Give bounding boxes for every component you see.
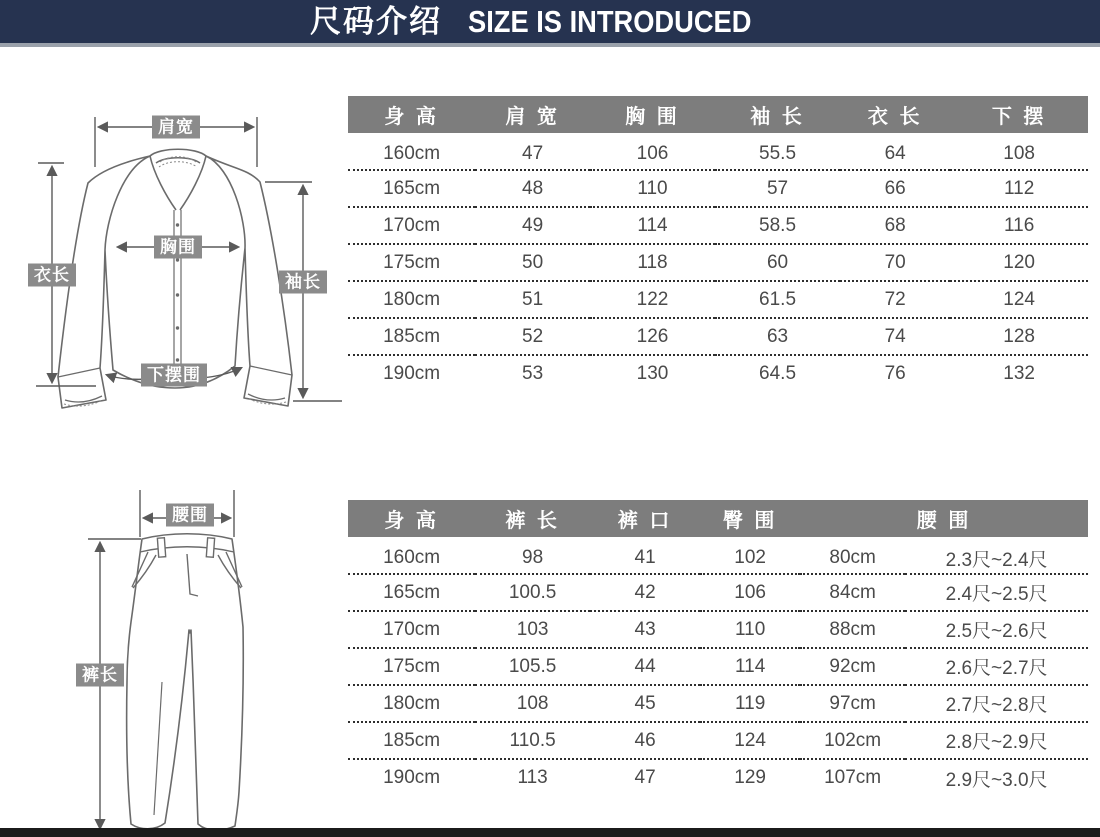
table-row [348,537,1088,574]
table-cell: 103 [516,618,549,640]
page-title-chinese: 尺码介绍 [309,4,442,39]
table-cell: 92cm [829,655,876,677]
table-cell: 72 [884,288,906,310]
header-divider [0,43,1100,47]
table-cell: 47 [634,767,656,788]
table-cell: 118 [637,251,668,273]
pants-size-table [348,500,1088,796]
hem-label: 下摆围 [141,364,207,387]
waist-label: 腰围 [166,504,214,527]
table-cell: 160cm [383,143,441,164]
table-cell: 98 [522,547,544,568]
chest-label: 胸围 [154,236,202,259]
table-cell: 185cm [383,729,441,751]
table-row [348,574,1088,611]
table-cell: 60 [766,251,789,273]
table-cell: 116 [1004,214,1035,236]
table-cell: 2.7尺~2.8尺 [945,695,1048,716]
table-cell: 43 [634,618,656,640]
table-cell: 190cm [383,767,441,788]
shirt-table-header-row [348,96,1088,133]
table-cell: 50 [522,251,544,273]
pants-line-drawing [10,482,350,834]
table-cell: 110 [637,177,668,199]
table-cell: 47 [522,143,544,164]
table-cell: 106 [636,143,669,164]
table-row [348,648,1088,685]
shoulder-width-label: 肩宽 [152,116,200,139]
col-header-pants-length: 裤 长 [475,500,590,537]
table-cell: 2.3尺~2.4尺 [945,549,1048,571]
table-cell: 2.4尺~2.5尺 [945,584,1048,605]
table-cell: 132 [1003,363,1035,384]
table-cell: 44 [634,655,656,677]
table-cell: 100.5 [508,581,557,603]
table-cell: 45 [634,692,656,714]
table-cell: 102cm [824,729,882,751]
table-cell: 165cm [383,177,441,199]
table-cell: 185cm [383,325,441,347]
col-header-height: 身 高 [348,500,475,537]
table-cell: 170cm [383,618,441,640]
table-cell: 165cm [383,581,441,603]
table-cell: 106 [734,581,766,603]
table-cell: 49 [522,214,544,236]
table-cell: 63 [766,325,789,347]
table-cell: 2.8尺~2.9尺 [945,732,1048,753]
col-header-hip: 臀 围 [700,500,800,537]
pants-length-label: 裤长 [76,664,124,687]
table-row [348,685,1088,722]
table-cell: 53 [522,363,544,384]
header-bar [0,0,1100,43]
table-cell: 129 [734,767,766,788]
table-cell: 122 [636,288,669,310]
table-cell: 2.5尺~2.6尺 [945,621,1048,642]
table-cell: 2.6尺~2.7尺 [945,658,1048,679]
table-cell: 107cm [824,767,882,788]
table-row [348,318,1088,355]
table-cell: 88cm [829,618,876,640]
table-row [348,207,1088,244]
table-cell: 112 [1004,177,1035,199]
pants-outline [127,534,244,831]
pants-table-header-row [348,500,1088,537]
table-cell: 175cm [383,251,441,273]
table-cell: 52 [522,325,544,347]
table-cell: 61.5 [759,288,797,310]
col-header-waist: 腰 围 [800,500,1088,537]
pants-measurement-diagram [10,482,350,834]
table-cell: 180cm [383,692,441,714]
table-cell: 80cm [829,547,876,568]
shirt-size-table [348,96,1088,392]
table-cell: 74 [884,325,906,347]
table-row [348,759,1088,796]
table-cell: 114 [637,214,668,236]
col-header-height: 身 高 [348,96,475,133]
table-cell: 58.5 [759,214,797,236]
bottom-divider-bar [0,828,1100,837]
table-cell: 120 [1003,251,1035,273]
table-cell: 84cm [829,581,876,603]
table-cell: 124 [1003,288,1035,310]
table-cell: 76 [884,363,906,384]
table-cell: 108 [516,692,549,714]
col-header-chest: 胸 围 [590,96,715,133]
table-cell: 51 [522,288,544,310]
table-cell: 175cm [383,655,441,677]
garment-length-label: 衣长 [28,264,76,287]
table-row [348,170,1088,207]
table-cell: 110 [735,618,766,640]
table-cell: 41 [634,547,656,568]
table-cell: 180cm [383,288,441,310]
table-cell: 119 [735,692,766,714]
table-row [348,722,1088,759]
col-header-hem: 下 摆 [950,96,1088,133]
table-cell: 46 [634,729,656,751]
table-cell: 97cm [829,692,876,714]
table-cell: 55.5 [759,143,797,164]
table-cell: 42 [634,581,656,603]
table-row [348,133,1088,170]
table-row [348,281,1088,318]
table-cell: 110.5 [509,729,556,751]
table-cell: 105.5 [508,655,557,677]
sleeve-length-label: 袖长 [279,271,327,294]
table-cell: 190cm [383,363,441,384]
table-cell: 48 [522,177,544,199]
table-cell: 66 [884,177,906,199]
table-cell: 114 [735,655,766,677]
col-header-length: 衣 长 [840,96,950,133]
table-cell: 124 [734,729,766,751]
table-cell: 64 [884,143,906,164]
table-cell: 130 [636,363,669,384]
shirt-measurement-diagram [10,70,350,420]
table-cell: 64.5 [759,363,797,384]
table-cell: 126 [636,325,669,347]
table-cell: 128 [1003,325,1035,347]
table-cell: 68 [884,214,906,236]
page-title-english: SIZE IS INTRODUCED [467,4,752,39]
table-cell: 108 [1003,143,1035,164]
col-header-sleeve: 袖 长 [715,96,840,133]
table-cell: 102 [734,547,766,568]
table-row [348,611,1088,648]
table-row [348,355,1088,392]
shirt-collar [150,149,206,210]
table-cell: 113 [517,767,548,788]
col-header-leg-opening: 裤 口 [590,500,700,537]
table-cell: 70 [884,251,906,273]
table-cell: 170cm [383,214,441,236]
col-header-shoulder: 肩 宽 [475,96,590,133]
table-cell: 160cm [383,547,441,568]
table-row [348,244,1088,281]
table-cell: 57 [766,177,789,199]
table-cell: 2.9尺~3.0尺 [945,769,1048,791]
